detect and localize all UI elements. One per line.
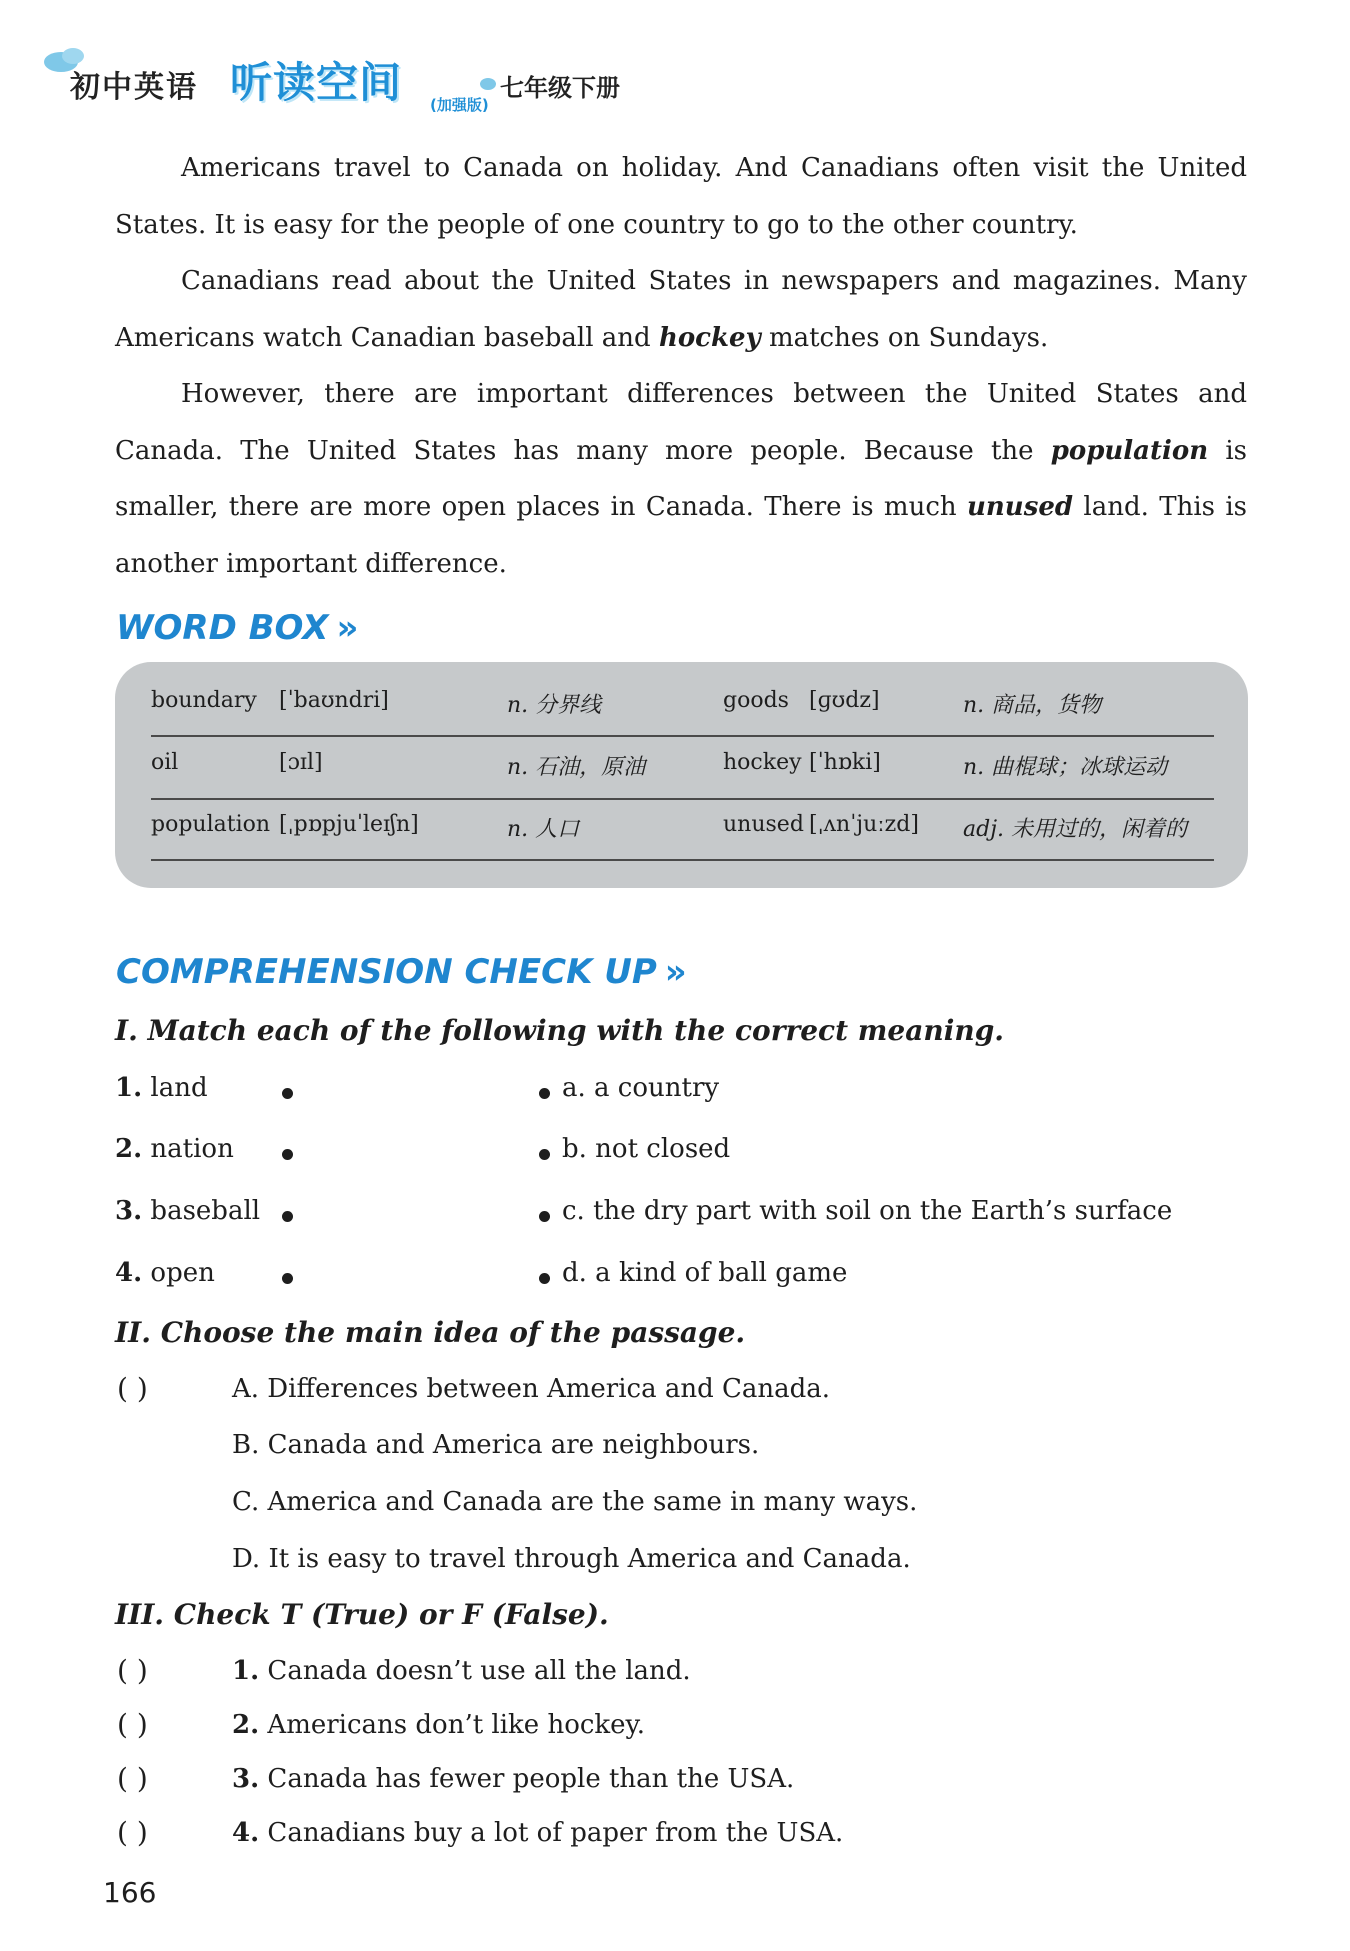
word-box-title bbox=[116, 608, 358, 648]
item-text: Americans don’t like hockey. bbox=[267, 1710, 646, 1740]
keyword: hockey bbox=[658, 322, 761, 353]
word-box-row bbox=[151, 672, 1214, 732]
answer-blank[interactable]: ( ) bbox=[117, 1708, 148, 1741]
match-dot-left[interactable] bbox=[282, 1088, 293, 1099]
item-number: 1. bbox=[232, 1656, 260, 1686]
choice-option: C. America and Canada are the same in many ways. bbox=[232, 1487, 918, 1517]
item-text: nation bbox=[150, 1134, 234, 1164]
vocab-word: oil bbox=[151, 750, 179, 775]
vocab-meaning: n. 分界线 bbox=[507, 693, 602, 718]
part-2-heading: II. Choose the main idea of the passage. bbox=[115, 1316, 746, 1349]
match-dot-left[interactable] bbox=[282, 1149, 293, 1160]
item-number: 2. bbox=[115, 1134, 143, 1164]
paragraph-text: Canadians read about the United States in newspapers and magazines. Many Americans watch Canadian baseball and bbox=[115, 266, 1247, 353]
section-title-text: WORD BOX bbox=[116, 608, 329, 648]
part-3-heading: III. Check T (True) or F (False). bbox=[115, 1598, 609, 1631]
item-text: Canada has fewer people than the USA. bbox=[267, 1764, 795, 1794]
true-false-item bbox=[232, 1764, 794, 1794]
match-right-item: b. not closed bbox=[562, 1134, 731, 1164]
item-text: open bbox=[150, 1258, 215, 1288]
true-false-item bbox=[232, 1656, 691, 1686]
vocab-phonetic: [ˌpɒpjuˈleɪʃn] bbox=[279, 812, 419, 837]
match-dot-right[interactable] bbox=[539, 1149, 550, 1160]
word-box-row bbox=[151, 734, 1214, 794]
vocab-phonetic: [ˈhɒki] bbox=[809, 750, 881, 775]
vocab-word: boundary bbox=[151, 688, 257, 713]
edition-tag: (加强版) bbox=[430, 96, 489, 114]
paragraph-2 bbox=[115, 253, 1247, 366]
answer-blank[interactable]: ( ) bbox=[117, 1816, 148, 1849]
choice-option: D. It is easy to travel through America and Canada. bbox=[232, 1544, 911, 1574]
item-text: Canadians buy a lot of paper from the USA. bbox=[267, 1818, 844, 1848]
vocab-meaning: adj. 未用过的，闲着的 bbox=[963, 817, 1188, 842]
answer-blank[interactable]: ( ) bbox=[117, 1762, 148, 1795]
match-dot-left[interactable] bbox=[282, 1211, 293, 1222]
match-dot-right[interactable] bbox=[539, 1273, 550, 1284]
vocab-meaning: n. 商品，货物 bbox=[963, 693, 1102, 718]
answer-blank[interactable]: ( ) bbox=[117, 1372, 148, 1405]
vocab-word: goods bbox=[723, 688, 789, 713]
vocab-word: hockey bbox=[723, 750, 802, 775]
item-text: baseball bbox=[150, 1196, 261, 1226]
paragraph-text: However, there are important differences between the United States and Canada. The United States has many more people. Because the bbox=[115, 379, 1247, 466]
match-right-item: a. a country bbox=[562, 1073, 720, 1103]
item-number: 2. bbox=[232, 1710, 260, 1740]
item-number: 4. bbox=[232, 1818, 260, 1848]
match-left-item bbox=[115, 1196, 260, 1226]
match-left-item bbox=[115, 1258, 215, 1288]
series-title: 初中英语 bbox=[70, 70, 198, 105]
paragraph-text: land. This is another important difference. bbox=[115, 492, 1248, 579]
vocab-phonetic: [ɔɪl] bbox=[279, 750, 323, 775]
match-right-item: c. the dry part with soil on the Earth’s surface bbox=[562, 1196, 1173, 1226]
paragraph-1: Americans travel to Canada on holiday. And Canadians often visit the United States. It is easy for the people of one country to go to the other country. bbox=[115, 153, 1247, 240]
word-box-row bbox=[151, 796, 1214, 856]
match-left-item bbox=[115, 1134, 234, 1164]
match-dot-right[interactable] bbox=[539, 1088, 550, 1099]
item-text: Canada doesn’t use all the land. bbox=[267, 1656, 691, 1686]
page-header bbox=[40, 48, 740, 128]
paragraph-text: matches on Sundays. bbox=[760, 322, 1049, 353]
match-dot-left[interactable] bbox=[282, 1273, 293, 1284]
keyword: population bbox=[1050, 435, 1209, 466]
double-arrow-icon: » bbox=[664, 952, 687, 992]
vocab-meaning: n. 曲棍球；冰球运动 bbox=[963, 755, 1168, 780]
comprehension-title bbox=[116, 952, 687, 992]
item-number: 4. bbox=[115, 1258, 143, 1288]
vocab-word: population bbox=[151, 812, 271, 837]
vocab-meaning: n. 人口 bbox=[507, 817, 580, 842]
match-left-item bbox=[115, 1073, 208, 1103]
vocab-phonetic: [ˌʌnˈjuːzd] bbox=[809, 812, 919, 837]
item-number: 3. bbox=[232, 1764, 260, 1794]
vocab-word: unused bbox=[723, 812, 804, 837]
section-title-text: COMPREHENSION CHECK UP bbox=[116, 952, 657, 992]
item-number: 1. bbox=[115, 1073, 143, 1103]
reading-passage bbox=[115, 140, 1247, 592]
true-false-item bbox=[232, 1818, 843, 1848]
vocab-meaning: n. 石油，原油 bbox=[507, 755, 646, 780]
page-number: 166 bbox=[103, 1876, 157, 1909]
keyword: unused bbox=[967, 492, 1074, 522]
part-1-heading: I. Match each of the following with the correct meaning. bbox=[115, 1014, 1005, 1047]
paragraph-text: is smaller, there are more open places in Canada. There is much bbox=[115, 435, 1247, 522]
answer-blank[interactable]: ( ) bbox=[117, 1654, 148, 1687]
grade-label: 七年级下册 bbox=[500, 74, 620, 102]
choice-option: B. Canada and America are neighbours. bbox=[232, 1430, 760, 1460]
row-divider bbox=[151, 859, 1214, 861]
item-number: 3. bbox=[115, 1196, 143, 1226]
true-false-item bbox=[232, 1710, 645, 1740]
vocab-phonetic: [ɡʊdz] bbox=[809, 688, 880, 713]
choice-option: A. Differences between America and Canada. bbox=[232, 1374, 831, 1404]
match-dot-right[interactable] bbox=[539, 1211, 550, 1222]
cloud-decoration-icon bbox=[480, 78, 496, 90]
series-logo: 听读空间 bbox=[230, 58, 403, 107]
match-right-item: d. a kind of ball game bbox=[562, 1258, 848, 1288]
word-box bbox=[115, 662, 1248, 888]
paragraph-3 bbox=[115, 366, 1247, 592]
double-arrow-icon: » bbox=[336, 608, 359, 648]
item-text: land bbox=[150, 1073, 208, 1103]
vocab-phonetic: [ˈbaʊndri] bbox=[279, 688, 389, 713]
